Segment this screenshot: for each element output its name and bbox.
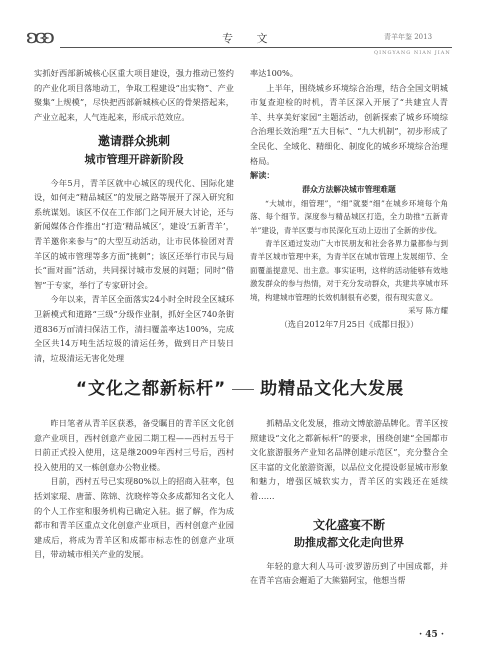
column-left-top — [34, 66, 234, 365]
column-left-bottom — [34, 416, 234, 562]
header-rule — [60, 47, 452, 48]
paragraph: 实抓好西部新城核心区重大项目建设，强力推动已签约的产业化项目落地动工，争取工程建设“出实物”、产业聚集“上规模”，尽快把西部新城核心区的骨架搭起来，产业立起来，人气连起来，形成示范效应。 — [34, 68, 234, 122]
paragraph: 目前，西村五号已实现80%以上的招商入驻率，包括刘家琨、唐蕾、陈锦、沈晓梓等众多成都知名文化人的个人工作室和服务机构已确定入驻。据了解，作为成都市和青羊区重点文化创意产业项目，西村创意产业园建成后，将成为青羊区和成都市标志性的创意产业项目，带动城市相关产业的发展。 — [34, 476, 234, 560]
box-paragraph: “大城市，细管理”，“细”就要“细”在城乡环境每个角落、每个细节。深度参与精品城区打造，全力助推“五新青羊”建设，青羊区要与市民深化互动上迈出了全新的步伐。 — [250, 198, 448, 235]
paragraph: 抓精品文化发展，推动文博旅游品牌化。青羊区按照建设“文化之都新标杆”的要求，围绕创建“全国都市文化旅游服务产业知名品牌创建示范区”，充分整合全区丰富的文化旅游资源，以品位文化提设彰显城市形象和魅力，增强区城软实力，青羊区的实践还在延续着…… — [250, 418, 448, 501]
subheading: 城市管理开辟新阶段 — [84, 152, 184, 166]
subheading: 助推成都文化走向世界 — [294, 536, 404, 550]
source-note: （选自2012年7月25日《成都日报》） — [279, 319, 419, 330]
subheading: 邀请群众挑刺 — [97, 134, 170, 149]
subheading: 文化盛宴不断 — [312, 517, 385, 532]
column-right-top — [250, 66, 448, 332]
paragraph: 今年以来，青羊区全面落实24小时全时段全区城环卫新模式和道路“三级”分级作业制，抓好全区740条街道836万㎡清扫保洁工作，清扫覆盖率达100%，完成全区共14万吨生活垃圾的清运任务，做到日产日装日清，垃圾清运无害化处理 — [34, 294, 234, 363]
paragraph: 上半年，围绕城乡环境综合治理，结合全国文明城市复查迎检的时机，青羊区深入开展了“共建宜人青羊、共享美好家园”主题活动，创新探索了城乡环境综合治理长效治理“五大目标”、“九大机制”，初步形成了全民化、全域化、精细化、制度化的城乡环境综合治理格局。 — [250, 82, 448, 166]
paragraph: 昨日笔者从青羊区获悉，备受瞩目的青羊区文化创意产业项目，西村创意产业园二期工程——西村五号于日前正式投入使用，这是继2009年西村三号后，西村投入使用的又一栋创意办公物业楼。 — [34, 418, 234, 472]
publication-pinyin: QINGYANG NIAN JIAN — [374, 50, 451, 56]
swirl-ornament-icon: ʚɞʚ — [26, 24, 51, 48]
paragraph: 今年5月，青羊区就中心城区的现代化、国际化建设，如何走“精品城区”的发展之路等展开了深入研究和系统谋划。该区不仅在工作部门之间开展大讨论，还与新闻媒体合作推出“打造‘精品城区’，建设‘五新青羊’，青羊邀你来参与”的大型互动活动，让市民体验团对青羊区的城市管理等多方面“挑刺”；该区还举行市民与局长“面对面”活动，共同探讨城市发展的问题；同时“借智”于专家，举行了专家研讨会。 — [34, 177, 234, 290]
byline: 采写 陈方耀 — [408, 306, 448, 315]
paragraph: 年轻的意大利人马可·波罗游历到了中国成都，并在青羊宫庙会邂逅了大熊猫阿宝，他想当帮 — [250, 560, 448, 586]
box-title: 群众方法解决城市管理难题 — [302, 184, 396, 194]
box-paragraph: 青羊区通过发动广大市民朋友和社会各界力量都参与到青羊区城市管理中来，为青羊区在城市管理上发展细节、全面覆盖提意见、出主意。事实证明，这样的活动能够有效地激发群众的参与热情，对于充分发动群众，共建共享城市环境，构建城市管理的长效机制很有必要，很有现实意义。 — [250, 238, 448, 302]
article-headline — [0, 374, 480, 399]
headline-left: “文化之都新标杆” — [75, 379, 227, 399]
section-label: 专 文 — [222, 32, 278, 45]
column-right-bottom — [250, 416, 448, 588]
headline-divider — [232, 389, 254, 390]
interpretation-label: 解读： — [250, 170, 275, 181]
paragraph: 率达100%。 — [250, 68, 298, 78]
page-number: · 45 · — [418, 630, 444, 640]
publication-title: 青羊年鉴 2013 — [384, 33, 433, 41]
page-header — [0, 0, 480, 60]
headline-right: 助精品文化大发展 — [260, 379, 405, 399]
